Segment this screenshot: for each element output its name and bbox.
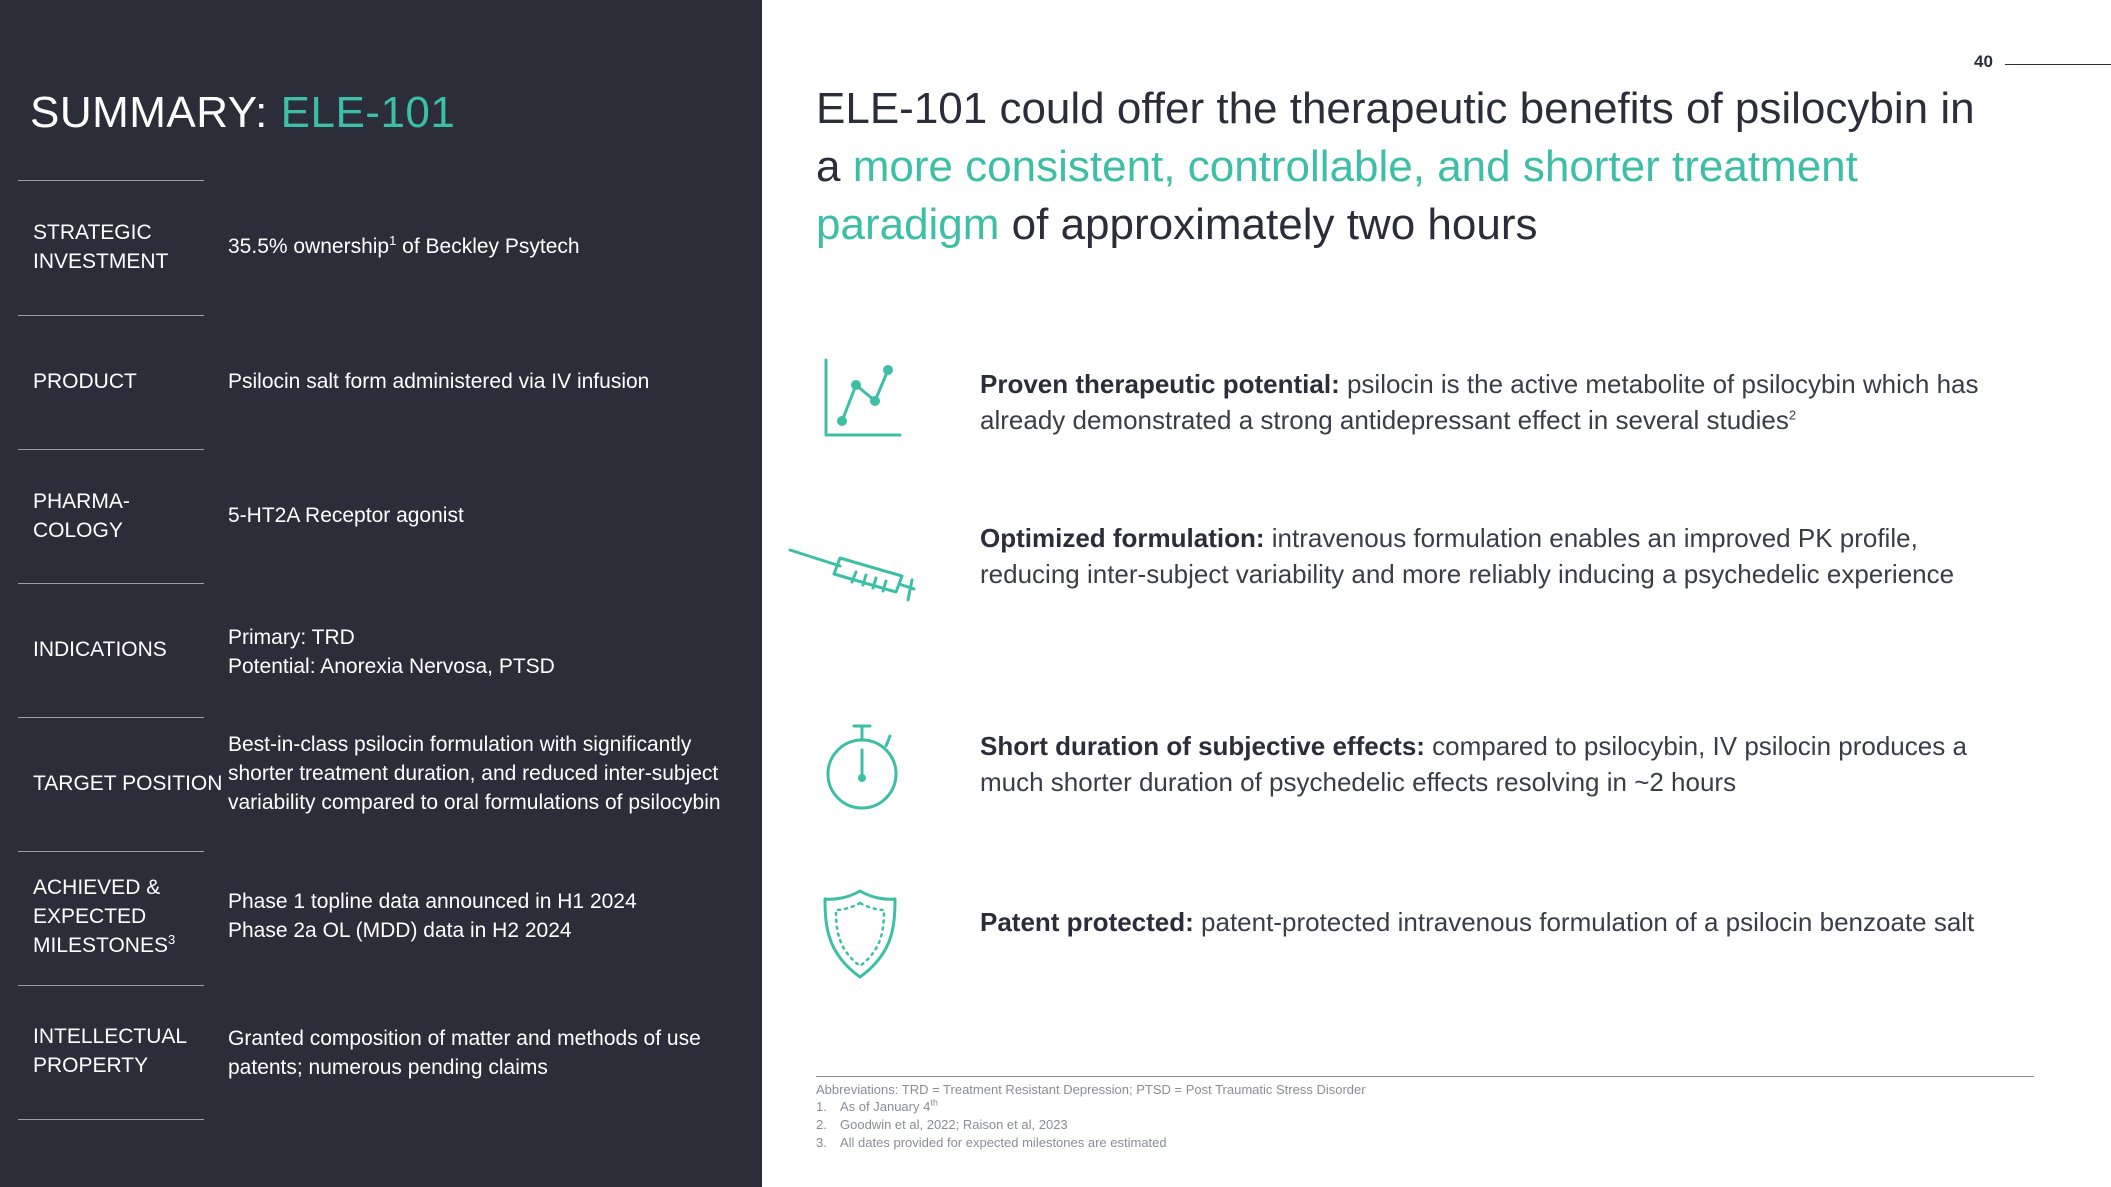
- row-label-product: PRODUCT: [33, 370, 137, 393]
- row-value-target-position: Best-in-class psilocin formulation with significantly shorter treatment duration, and reduced inter-subject variability compared to oral formulations of psilocybin: [228, 733, 721, 814]
- shield-icon: [822, 888, 898, 980]
- benefit-optimized-formulation: Optimized formulation: intravenous formulation enables an improved PK profile, reducing inter-subject variability and more reliably inducing a psychedelic experience: [980, 523, 1955, 589]
- row-value-indications: Primary: TRD Potential: Anorexia Nervosa, PTSD: [228, 626, 555, 678]
- row-divider: [18, 180, 204, 181]
- panel-title: [30, 88, 455, 138]
- page-number: 40: [1974, 52, 1993, 71]
- row-label-indications: INDICATIONS: [33, 638, 167, 661]
- footnote-rule: [816, 1076, 2034, 1077]
- benefit-short-duration: Short duration of subjective effects: compared to psilocybin, IV psilocin produces a much shorter duration of psychedelic effects resolving in ~2 hours: [980, 731, 1967, 797]
- row-divider: [18, 315, 204, 316]
- row-value-milestones: Phase 1 topline data announced in H1 2024 Phase 2a OL (MDD) data in H2 2024: [228, 890, 637, 942]
- panel-title-accent: ELE-101: [280, 88, 456, 137]
- row-divider: [18, 717, 204, 718]
- line-chart-icon: [818, 357, 904, 439]
- syringe-icon: [788, 544, 924, 604]
- row-value-product: Psilocin salt form administered via IV infusion: [228, 370, 650, 393]
- row-value-intellectual-property: Granted composition of matter and methods of use patents; numerous pending claims: [228, 1027, 701, 1079]
- footnote-abbreviations: Abbreviations: TRD = Treatment Resistant Depression; PTSD = Post Traumatic Stress Disorder: [816, 1082, 1366, 1097]
- page-number-rule: [2005, 64, 2111, 65]
- row-divider: [18, 985, 204, 986]
- footnote-3: 3. All dates provided for expected milestones are estimated: [816, 1135, 1167, 1150]
- summary-panel: [0, 0, 762, 1187]
- row-label-target-position: TARGET POSITION: [33, 772, 223, 795]
- row-label-intellectual-property: INTELLECTUAL PROPERTY: [33, 1025, 188, 1077]
- benefit-proven-potential: Proven therapeutic potential: psilocin is the active metabolite of psilocybin which has already demonstrated a strong antidepressant effect in several studies$^2$: [980, 369, 1979, 435]
- stopwatch-icon: [820, 722, 900, 812]
- row-label-strategic-investment: STRATEGIC INVESTMENT: [33, 221, 169, 273]
- headline: ELE-101 could offer the therapeutic benefits of psilocybin in a more consistent, controllable, and shorter treatment paradigm of approximately two hours: [816, 84, 1975, 249]
- headline-accent: more consistent, controllable, and shorter treatment paradigm: [816, 142, 1858, 249]
- row-divider: [18, 1119, 204, 1120]
- benefit-patent-protected: Patent protected: patent-protected intravenous formulation of a psilocin benzoate salt: [980, 907, 1975, 937]
- footnote-2: 2. Goodwin et al, 2022; Raison et al, 2023: [816, 1117, 1068, 1132]
- row-label-milestones: ACHIEVED & EXPECTED MILESTONES$^3$: [33, 876, 176, 957]
- panel-title-prefix: SUMMARY:: [30, 88, 281, 137]
- row-value-strategic-investment: 35.5% ownership$^1$ of Beckley Psytech: [228, 233, 580, 258]
- row-divider: [18, 449, 204, 450]
- row-value-pharmacology: 5-HT2A Receptor agonist: [228, 504, 464, 527]
- row-divider: [18, 851, 204, 852]
- row-label-pharmacology: PHARMA- COLOGY: [33, 490, 130, 542]
- footnote-1: 1. As of January 4th: [816, 1097, 938, 1114]
- row-divider: [18, 583, 204, 584]
